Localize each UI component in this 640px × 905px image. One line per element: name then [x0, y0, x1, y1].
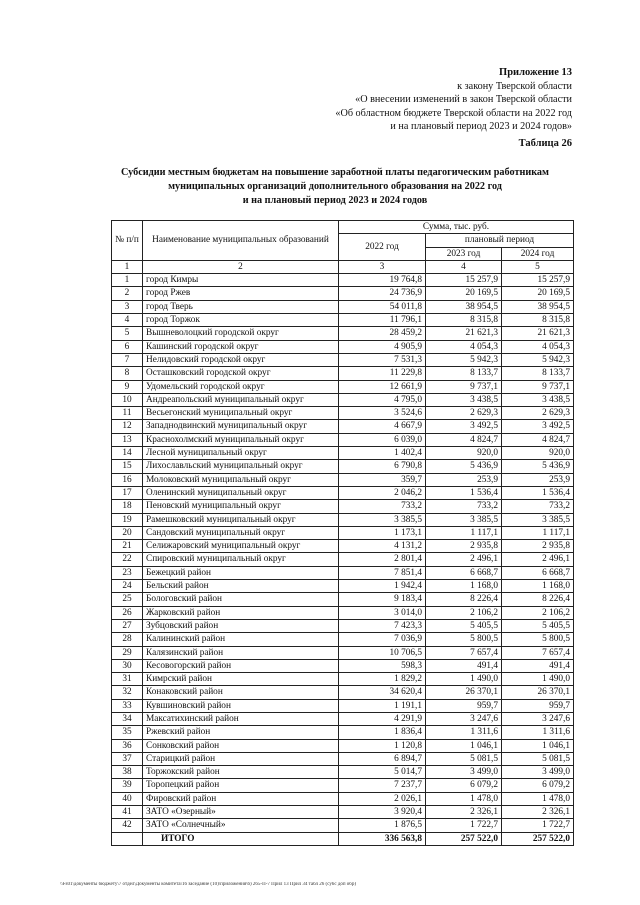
- amount-2023: 2 935,8: [426, 540, 502, 553]
- municipality-name: Бельский район: [143, 580, 339, 593]
- municipality-name: Бологовский район: [143, 593, 339, 606]
- amount-2024: 2 326,1: [502, 806, 574, 819]
- municipality-name: Кашинский городской округ: [143, 340, 339, 353]
- amount-2023: 5 436,9: [426, 460, 502, 473]
- amount-2024: 6 079,2: [502, 779, 574, 792]
- row-number: 19: [112, 513, 143, 526]
- header-line: и на плановый период 2023 и 2024 годов»: [390, 121, 572, 133]
- row-number: 11: [112, 407, 143, 420]
- municipality-name: Пеновский муниципальный округ: [143, 500, 339, 513]
- row-number: 2: [112, 287, 143, 300]
- row-number: 7: [112, 353, 143, 366]
- amount-2023: 3 438,5: [426, 393, 502, 406]
- amount-2022: 7 851,4: [339, 566, 426, 579]
- amount-2022: 3 385,5: [339, 513, 426, 526]
- amount-2022: 733,2: [339, 500, 426, 513]
- amount-2023: 5 405,5: [426, 619, 502, 632]
- amount-2022: 4 667,9: [339, 420, 426, 433]
- col-index: 5: [502, 260, 574, 273]
- amount-2022: 2 026,1: [339, 792, 426, 805]
- row-number: 15: [112, 460, 143, 473]
- amount-2024: 26 370,1: [502, 686, 574, 699]
- amount-2023: 8 133,7: [426, 367, 502, 380]
- amount-2023: 7 657,4: [426, 646, 502, 659]
- title-line: и на плановый период 2023 и 2024 годов: [242, 195, 428, 206]
- total-row: [112, 832, 574, 845]
- header-block: [152, 66, 572, 134]
- col-header-planned: плановый период: [426, 234, 574, 247]
- municipality-name: Сонковский район: [143, 739, 339, 752]
- row-number: 8: [112, 367, 143, 380]
- municipality-name: Конаковский район: [143, 686, 339, 699]
- amount-2024: 20 169,5: [502, 287, 574, 300]
- amount-2024: 5 081,5: [502, 752, 574, 765]
- amount-2023: 733,2: [426, 500, 502, 513]
- amount-2022: 7 237,7: [339, 779, 426, 792]
- municipality-name: Калязинский район: [143, 646, 339, 659]
- row-number: 6: [112, 340, 143, 353]
- municipality-name: Рамешковский муниципальный округ: [143, 513, 339, 526]
- amount-2024: 2 629,3: [502, 407, 574, 420]
- amount-2023: 5 942,3: [426, 353, 502, 366]
- amount-2024: 253,9: [502, 473, 574, 486]
- row-number: 25: [112, 593, 143, 606]
- table-row: [112, 792, 574, 805]
- table-number: Таблица 26: [518, 138, 572, 149]
- row-number: 5: [112, 327, 143, 340]
- table-row: [112, 779, 574, 792]
- row-number: 10: [112, 393, 143, 406]
- table-row: [112, 673, 574, 686]
- header-line: к закону Тверской области: [457, 80, 572, 92]
- amount-2022: 1 191,1: [339, 699, 426, 712]
- amount-2023: 1 478,0: [426, 792, 502, 805]
- municipality-name: Кувшиновский район: [143, 699, 339, 712]
- total-2024: 257 522,0: [502, 832, 574, 845]
- table-row: [112, 447, 574, 460]
- row-number: 30: [112, 659, 143, 672]
- amount-2024: 1 478,0: [502, 792, 574, 805]
- table-row: [112, 699, 574, 712]
- table-row: [112, 619, 574, 632]
- amount-2023: 4 054,3: [426, 340, 502, 353]
- col-header-name: Наименование муниципальных образований: [143, 221, 339, 261]
- amount-2023: 4 824,7: [426, 433, 502, 446]
- amount-2023: 20 169,5: [426, 287, 502, 300]
- amount-2023: 253,9: [426, 473, 502, 486]
- amount-2023: 5 081,5: [426, 752, 502, 765]
- municipality-name: Сандовский муниципальный округ: [143, 526, 339, 539]
- title-line: Субсидии местным бюджетам на повышение заработной платы педагогическим работникам: [121, 167, 549, 178]
- amount-2024: 21 621,3: [502, 327, 574, 340]
- table-row: [112, 513, 574, 526]
- row-number: 39: [112, 779, 143, 792]
- table-row: [112, 686, 574, 699]
- amount-2022: 1 173,1: [339, 526, 426, 539]
- amount-2024: 6 668,7: [502, 566, 574, 579]
- municipality-name: Лесной муниципальный округ: [143, 447, 339, 460]
- amount-2023: 15 257,9: [426, 274, 502, 287]
- amount-2024: 1 490,0: [502, 673, 574, 686]
- municipality-name: Западнодвинский муниципальный округ: [143, 420, 339, 433]
- table-row: [112, 526, 574, 539]
- municipality-name: Спировский муниципальный округ: [143, 553, 339, 566]
- table-row: [112, 739, 574, 752]
- col-index: 3: [339, 260, 426, 273]
- amount-2024: 1 311,6: [502, 726, 574, 739]
- amount-2022: 3 014,0: [339, 606, 426, 619]
- amount-2023: 1 117,1: [426, 526, 502, 539]
- table-row: [112, 593, 574, 606]
- table-row: [112, 327, 574, 340]
- table-row: [112, 314, 574, 327]
- table-row: [112, 553, 574, 566]
- col-index: 1: [112, 260, 143, 273]
- municipality-name: Жарковский район: [143, 606, 339, 619]
- row-number: 13: [112, 433, 143, 446]
- row-number: 31: [112, 673, 143, 686]
- amount-2024: 5 405,5: [502, 619, 574, 632]
- row-number: 12: [112, 420, 143, 433]
- col-index: 2: [143, 260, 339, 273]
- table-row: [112, 353, 574, 366]
- table-row: [112, 726, 574, 739]
- amount-2023: 38 954,5: [426, 300, 502, 313]
- municipality-name: ЗАТО «Солнечный»: [143, 819, 339, 832]
- amount-2022: 1 942,4: [339, 580, 426, 593]
- amount-2023: 1 722,7: [426, 819, 502, 832]
- table-row: [112, 393, 574, 406]
- amount-2024: 3 247,6: [502, 712, 574, 725]
- amount-2024: 2 935,8: [502, 540, 574, 553]
- amount-2022: 12 661,9: [339, 380, 426, 393]
- amount-2024: 733,2: [502, 500, 574, 513]
- row-number: 16: [112, 473, 143, 486]
- amount-2022: 598,3: [339, 659, 426, 672]
- amount-2023: 1 168,0: [426, 580, 502, 593]
- amount-2024: 491,4: [502, 659, 574, 672]
- municipality-name: Кесовогорский район: [143, 659, 339, 672]
- row-number: 32: [112, 686, 143, 699]
- col-header-2023: 2023 год: [426, 247, 502, 260]
- amount-2023: 5 800,5: [426, 633, 502, 646]
- amount-2022: 9 183,4: [339, 593, 426, 606]
- amount-2024: 3 438,5: [502, 393, 574, 406]
- table-row: [112, 752, 574, 765]
- amount-2023: 6 079,2: [426, 779, 502, 792]
- municipality-name: Андреапольский муниципальный округ: [143, 393, 339, 406]
- table-row: [112, 274, 574, 287]
- table-row: [112, 580, 574, 593]
- municipality-name: Калининский район: [143, 633, 339, 646]
- amount-2023: 3 499,0: [426, 766, 502, 779]
- row-number: 14: [112, 447, 143, 460]
- row-number: 23: [112, 566, 143, 579]
- amount-2023: 1 046,1: [426, 739, 502, 752]
- amount-2024: 9 737,1: [502, 380, 574, 393]
- row-number: 20: [112, 526, 143, 539]
- row-number: 40: [112, 792, 143, 805]
- amount-2024: 8 315,8: [502, 314, 574, 327]
- amount-2022: 1 876,5: [339, 819, 426, 832]
- amount-2022: 11 796,1: [339, 314, 426, 327]
- amount-2022: 7 423,3: [339, 619, 426, 632]
- table-row: [112, 300, 574, 313]
- col-header-2022: 2022 год: [339, 234, 426, 261]
- row-number: 26: [112, 606, 143, 619]
- amount-2022: 19 764,8: [339, 274, 426, 287]
- amount-2022: 4 131,2: [339, 540, 426, 553]
- amount-2022: 54 011,8: [339, 300, 426, 313]
- amount-2023: 491,4: [426, 659, 502, 672]
- amount-2022: 7 531,3: [339, 353, 426, 366]
- row-number: 1: [112, 274, 143, 287]
- municipality-name: Бежецкий район: [143, 566, 339, 579]
- amount-2023: 2 326,1: [426, 806, 502, 819]
- amount-2024: 5 800,5: [502, 633, 574, 646]
- municipality-name: Фировский район: [143, 792, 339, 805]
- total-2023: 257 522,0: [426, 832, 502, 845]
- amount-2022: 6 894,7: [339, 752, 426, 765]
- municipality-name: Лихославльский муниципальный округ: [143, 460, 339, 473]
- amount-2023: 1 536,4: [426, 486, 502, 499]
- row-number: 41: [112, 806, 143, 819]
- municipality-name: Торопецкий район: [143, 779, 339, 792]
- table-row: [112, 646, 574, 659]
- row-number: 24: [112, 580, 143, 593]
- table-row: [112, 340, 574, 353]
- amount-2023: 1 311,6: [426, 726, 502, 739]
- amount-2024: 1 168,0: [502, 580, 574, 593]
- municipality-name: Ржевский район: [143, 726, 339, 739]
- municipality-name: Старицкий район: [143, 752, 339, 765]
- amount-2022: 2 801,4: [339, 553, 426, 566]
- table-row: [112, 500, 574, 513]
- row-number: 29: [112, 646, 143, 659]
- total-label: ИТОГО: [143, 832, 339, 845]
- amount-2022: 10 706,5: [339, 646, 426, 659]
- municipality-name: Торжокский район: [143, 766, 339, 779]
- municipality-name: Оленинский муниципальный округ: [143, 486, 339, 499]
- municipality-name: Селижаровский муниципальный округ: [143, 540, 339, 553]
- row-number: 34: [112, 712, 143, 725]
- municipality-name: Максатихинский район: [143, 712, 339, 725]
- row-number: 9: [112, 380, 143, 393]
- row-number: 36: [112, 739, 143, 752]
- table-row: [112, 460, 574, 473]
- municipality-name: город Ржев: [143, 287, 339, 300]
- amount-2022: 3 524,6: [339, 407, 426, 420]
- municipality-name: Зубцовский район: [143, 619, 339, 632]
- amount-2024: 4 054,3: [502, 340, 574, 353]
- amount-2023: 8 315,8: [426, 314, 502, 327]
- table-row: [112, 633, 574, 646]
- amount-2023: 1 490,0: [426, 673, 502, 686]
- amount-2024: 3 499,0: [502, 766, 574, 779]
- amount-2024: 1 536,4: [502, 486, 574, 499]
- amount-2024: 3 492,5: [502, 420, 574, 433]
- municipality-name: Осташковский городской округ: [143, 367, 339, 380]
- table-row: [112, 659, 574, 672]
- municipality-name: Вышневолоцкий городской округ: [143, 327, 339, 340]
- col-header-sum: Сумма, тыс. руб.: [339, 221, 574, 234]
- amount-2022: 4 905,9: [339, 340, 426, 353]
- amount-2024: 2 496,1: [502, 553, 574, 566]
- amount-2022: 2 046,2: [339, 486, 426, 499]
- table-row: [112, 766, 574, 779]
- municipality-name: Краснохолмский муниципальный округ: [143, 433, 339, 446]
- table-row: [112, 819, 574, 832]
- amount-2023: 9 737,1: [426, 380, 502, 393]
- table-row: [112, 433, 574, 446]
- amount-2022: 359,7: [339, 473, 426, 486]
- amount-2023: 959,7: [426, 699, 502, 712]
- municipality-name: Молоковский муниципальный округ: [143, 473, 339, 486]
- amount-2022: 4 795,0: [339, 393, 426, 406]
- amount-2024: 3 385,5: [502, 513, 574, 526]
- row-number: 42: [112, 819, 143, 832]
- amount-2024: 2 106,2: [502, 606, 574, 619]
- municipality-name: Удомельский городской округ: [143, 380, 339, 393]
- table-row: [112, 407, 574, 420]
- table-row: [112, 367, 574, 380]
- amount-2022: 7 036,9: [339, 633, 426, 646]
- amount-2022: 5 014,7: [339, 766, 426, 779]
- amount-2022: 34 620,4: [339, 686, 426, 699]
- table-row: [112, 486, 574, 499]
- subsidy-table: [111, 220, 574, 846]
- table-row: [112, 566, 574, 579]
- amount-2022: 6 790,8: [339, 460, 426, 473]
- municipality-name: город Кимры: [143, 274, 339, 287]
- amount-2024: 4 824,7: [502, 433, 574, 446]
- file-path-footer: \\Fs01\документы бюджету\7 отдел\Документы комитета\16 заседание (10)\приложения\6) 265-П-7 Прил 13 Прил 34 табл 26 (субс доп обр): [60, 882, 357, 887]
- title-line: муниципальных организаций дополнительного образования на 2022 год: [168, 181, 502, 192]
- row-number: 21: [112, 540, 143, 553]
- amount-2022: 3 920,4: [339, 806, 426, 819]
- document-title: [95, 166, 575, 208]
- row-number: 38: [112, 766, 143, 779]
- amount-2023: 21 621,3: [426, 327, 502, 340]
- amount-2023: 3 247,6: [426, 712, 502, 725]
- table-row: [112, 606, 574, 619]
- table-row: [112, 806, 574, 819]
- col-index: 4: [426, 260, 502, 273]
- table-row: [112, 473, 574, 486]
- table-row: [112, 540, 574, 553]
- municipality-name: город Тверь: [143, 300, 339, 313]
- amount-2024: 1 117,1: [502, 526, 574, 539]
- row-number: 4: [112, 314, 143, 327]
- amount-2022: 4 291,9: [339, 712, 426, 725]
- amount-2022: 11 229,8: [339, 367, 426, 380]
- amount-2024: 959,7: [502, 699, 574, 712]
- amount-2022: 6 039,0: [339, 433, 426, 446]
- amount-2022: 24 736,9: [339, 287, 426, 300]
- row-number: 22: [112, 553, 143, 566]
- row-number: 28: [112, 633, 143, 646]
- municipality-name: Весьегонский муниципальный округ: [143, 407, 339, 420]
- municipality-name: ЗАТО «Озерный»: [143, 806, 339, 819]
- amount-2023: 3 385,5: [426, 513, 502, 526]
- row-number: 33: [112, 699, 143, 712]
- table-row: [112, 420, 574, 433]
- col-header-num: № п/п: [112, 221, 143, 261]
- amount-2023: 8 226,4: [426, 593, 502, 606]
- total-num-cell: [112, 832, 143, 845]
- amount-2023: 2 496,1: [426, 553, 502, 566]
- amount-2023: 3 492,5: [426, 420, 502, 433]
- amount-2023: 2 629,3: [426, 407, 502, 420]
- amount-2024: 5 436,9: [502, 460, 574, 473]
- amount-2023: 6 668,7: [426, 566, 502, 579]
- table-row: [112, 380, 574, 393]
- amount-2024: 8 133,7: [502, 367, 574, 380]
- municipality-name: Нелидовский городской округ: [143, 353, 339, 366]
- amount-2024: 15 257,9: [502, 274, 574, 287]
- amount-2024: 5 942,3: [502, 353, 574, 366]
- amount-2024: 1 046,1: [502, 739, 574, 752]
- municipality-name: город Торжок: [143, 314, 339, 327]
- amount-2023: 920,0: [426, 447, 502, 460]
- row-number: 18: [112, 500, 143, 513]
- amount-2022: 1 836,4: [339, 726, 426, 739]
- amount-2022: 1 829,2: [339, 673, 426, 686]
- amount-2023: 2 106,2: [426, 606, 502, 619]
- amount-2024: 8 226,4: [502, 593, 574, 606]
- table-row: [112, 712, 574, 725]
- amount-2024: 1 722,7: [502, 819, 574, 832]
- amount-2024: 7 657,4: [502, 646, 574, 659]
- row-number: 3: [112, 300, 143, 313]
- row-number: 35: [112, 726, 143, 739]
- table-body: [112, 274, 574, 832]
- header-line: «О внесении изменений в закон Тверской области: [355, 94, 572, 106]
- table-row: [112, 287, 574, 300]
- row-number: 27: [112, 619, 143, 632]
- row-number: 17: [112, 486, 143, 499]
- amount-2024: 920,0: [502, 447, 574, 460]
- header-line: «Об областном бюджете Тверской области на 2022 год: [335, 107, 572, 119]
- amount-2022: 28 459,2: [339, 327, 426, 340]
- amount-2024: 38 954,5: [502, 300, 574, 313]
- appendix-label: Приложение 13: [499, 67, 572, 78]
- row-number: 37: [112, 752, 143, 765]
- amount-2022: 1 402,4: [339, 447, 426, 460]
- col-header-2024: 2024 год: [502, 247, 574, 260]
- amount-2023: 26 370,1: [426, 686, 502, 699]
- total-2022: 336 563,8: [339, 832, 426, 845]
- municipality-name: Кимрский район: [143, 673, 339, 686]
- amount-2022: 1 120,8: [339, 739, 426, 752]
